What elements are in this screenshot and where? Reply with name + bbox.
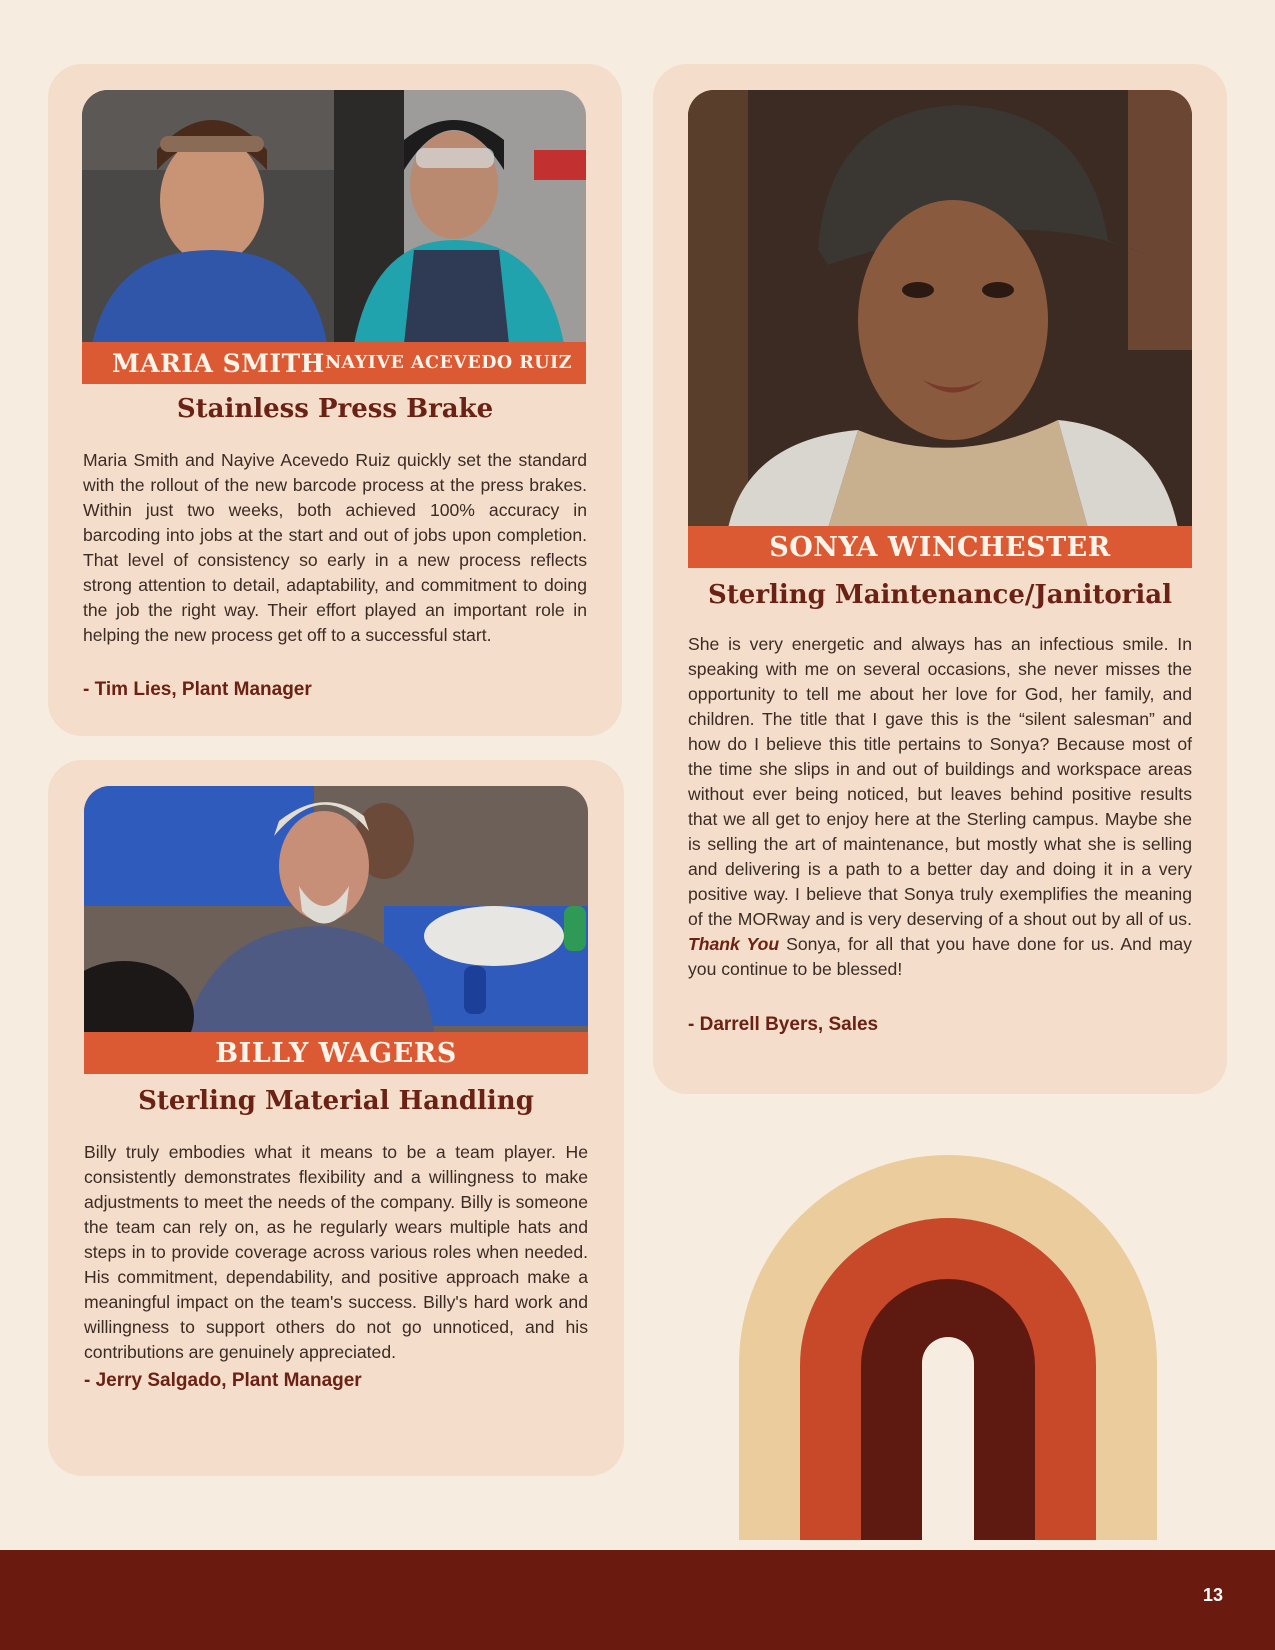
spotlight-card-sonya-winchester	[653, 64, 1227, 1094]
department-title: Sterling Material Handling	[138, 1086, 534, 1116]
commendation-text: Billy truly embodies what it means to be a team player. He consistently demonstrates flexibility and a willingness to make adjustments to meet the needs of the company. Billy is someone the team can rely on, as he regularly wears multiple hats and steps in to provide coverage across various roles when needed. His commitment, dependability, and positive approach make a meaningful impact on the team's success. Billy's hard work and willingness to support others do not go unnoticed, and his contributions are genuinely appreciated.	[84, 1142, 588, 1362]
commendation-text: Maria Smith and Nayive Acevedo Ruiz quickly set the standard with the rollout of the new barcode process at the press brakes. Within just two weeks, both achieved 100% accuracy in barcoding into jobs at the start and out of jobs upon completion. That level of consistency so early in a new process reflects strong attention to detail, adaptability, and commitment to doing the job the right way. Their effort played an important role in helping the new process get off to a successful start.	[83, 450, 587, 645]
photo-nayive-acevedo-ruiz	[334, 90, 586, 344]
photo-maria-smith	[82, 90, 334, 344]
name-nayive-acevedo-ruiz: NAYIVE ACEVEDO RUIZ	[325, 353, 572, 373]
footer-bar	[0, 1550, 1275, 1650]
name-maria-smith: MARIA SMITH	[112, 348, 325, 378]
photo-sonya-winchester-image	[688, 90, 1192, 528]
signature: - Darrell Byers, Sales	[688, 1014, 879, 1035]
photo-billy-wagers	[84, 786, 588, 1034]
signature: - Tim Lies, Plant Manager	[83, 679, 312, 700]
page-number: 13	[1202, 1585, 1223, 1605]
commendation-closing: Sonya, for all that you have done for us. And may you continue to be blessed!	[688, 934, 1192, 979]
name-sonya-winchester: SONYA WINCHESTER	[769, 531, 1111, 563]
photo-billy-wagers-image	[84, 786, 588, 1034]
thank-you-emphasis: Thank You	[688, 934, 780, 954]
spotlight-card-billy-wagers	[48, 760, 624, 1476]
photo-maria-nayive	[82, 90, 586, 344]
arch-center-gap	[922, 1337, 974, 1540]
name-billy-wagers: BILLY WAGERS	[215, 1037, 457, 1069]
commendation-text	[688, 632, 1192, 982]
signature: - Jerry Salgado, Plant Manager	[84, 1370, 362, 1391]
department-title: Stainless Press Brake	[176, 394, 494, 424]
name-banner	[82, 342, 586, 384]
photo-sonya-winchester	[688, 90, 1192, 528]
commendation-body: She is very energetic and always has an infectious smile. In speaking with me on several occasions, she never misses the opportunity to tell me about her love for God, her family, and children. The title that I gave this is the “silent salesman” and how do I believe this title pertains to Sonya? Because most of the time she slips in and out of buildings and workspace areas without ever being noticed, but leaves behind positive results that we all get to enjoy here at the Sterling campus. Maybe she is selling the art of maintenance, but mostly what she is selling and delivering is a path to a better day and doing it in a very positive way. I believe that Sonya truly exemplifies the meaning of the MORway and is very deserving of a shout out by all of us.	[688, 634, 1192, 929]
spotlight-card-maria-nayive	[48, 64, 622, 736]
name-banner	[688, 526, 1192, 568]
name-banner	[84, 1032, 588, 1074]
department-title: Sterling Maintenance/Janitorial	[708, 580, 1172, 610]
